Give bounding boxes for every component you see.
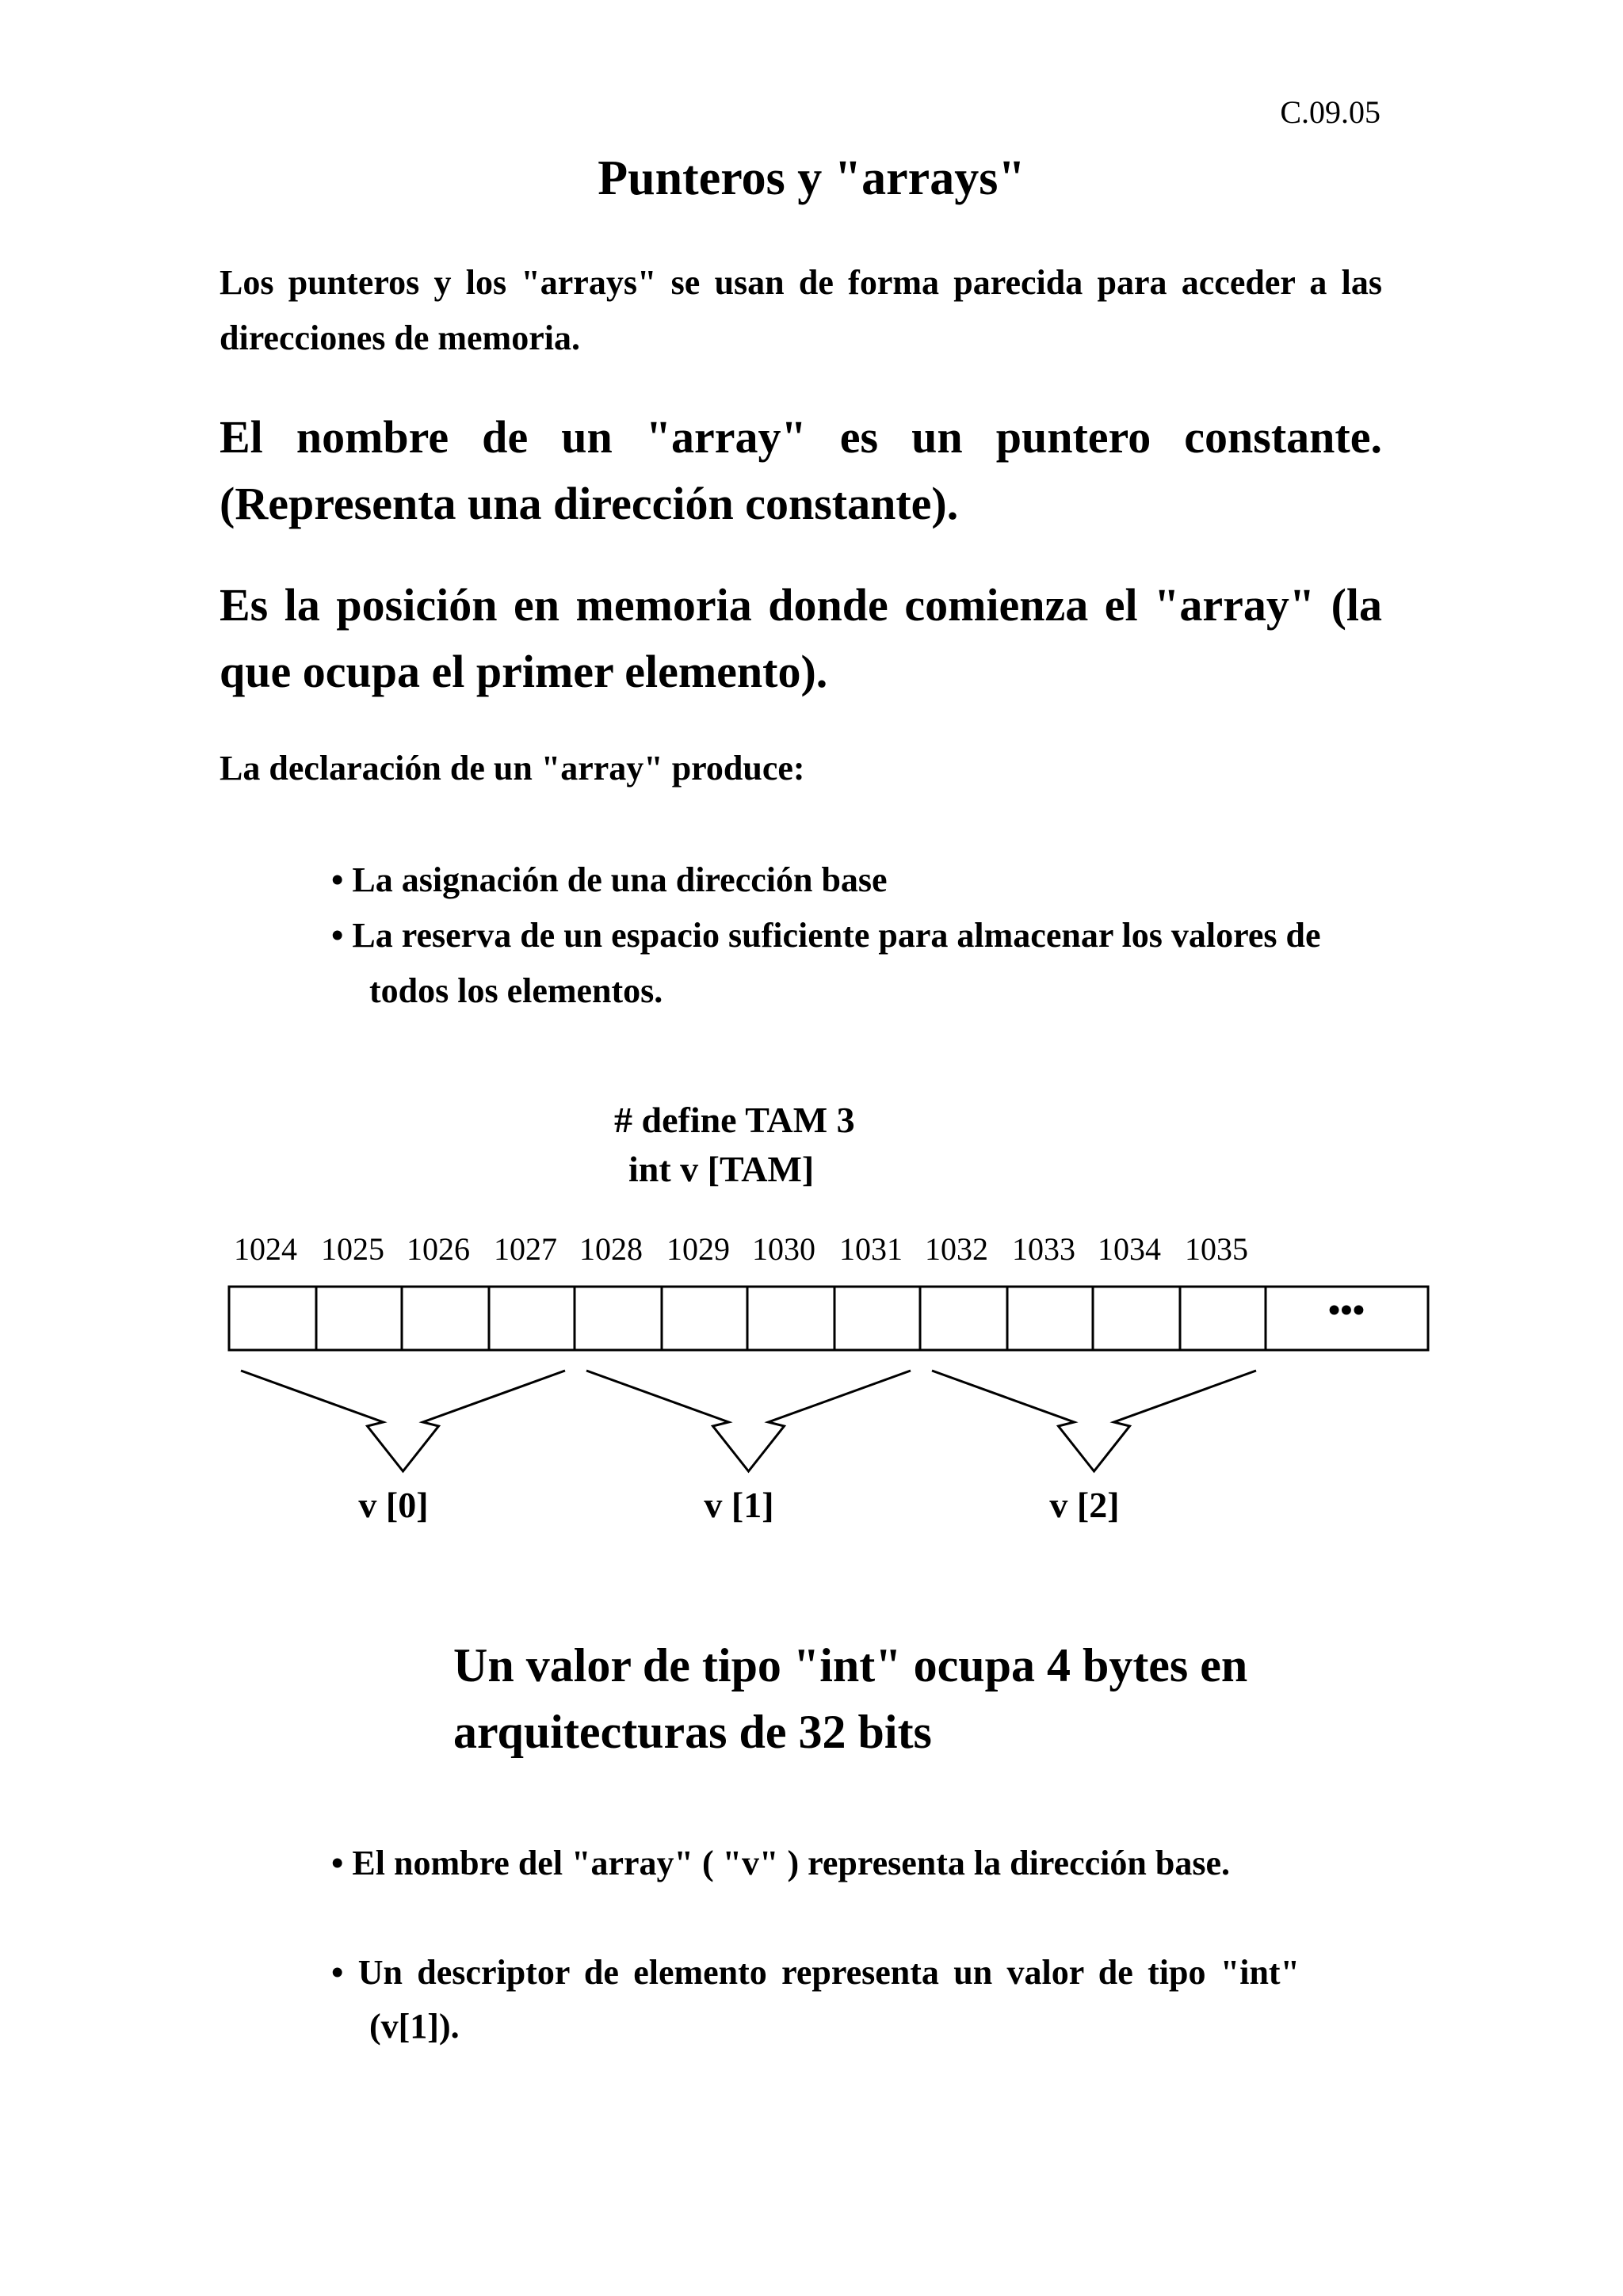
memory-cell	[229, 1287, 316, 1350]
address-label: 1032	[925, 1231, 988, 1267]
address-label: 1025	[321, 1231, 384, 1267]
memory-cell	[1180, 1287, 1266, 1350]
list-item: • La asignación de una dirección base	[331, 860, 888, 899]
address-label: 1030	[752, 1231, 815, 1267]
memory-cell	[489, 1287, 575, 1350]
list-item: • Un descriptor de elemento representa un valor de tipo "int" (v[1]).	[331, 1953, 1300, 2046]
element-brace-arrow	[586, 1371, 911, 1471]
memory-cell	[834, 1287, 920, 1350]
address-label: 1031	[839, 1231, 903, 1267]
address-label: 1029	[666, 1231, 730, 1267]
declaration-effects-list	[331, 852, 1393, 1019]
address-label: 1026	[407, 1231, 470, 1267]
int-size-note: Un valor de tipo "int" ocupa 4 bytes en arquitecturas de 32 bits	[453, 1639, 1248, 1758]
code-snippet	[614, 1096, 855, 1194]
address-label: 1028	[579, 1231, 643, 1267]
code-line-declaration: int v [TAM]	[628, 1149, 815, 1189]
memory-cell	[747, 1287, 834, 1350]
overflow-marker: •••	[1327, 1291, 1365, 1329]
memory-cell	[316, 1287, 402, 1350]
element-label: v [0]	[358, 1485, 429, 1525]
element-brace-arrow	[241, 1371, 565, 1471]
page-code: C.09.05	[1280, 94, 1381, 130]
element-label: v [2]	[1049, 1485, 1120, 1525]
memory-cell	[662, 1287, 747, 1350]
notes-list	[331, 1836, 1300, 2109]
declaration-intro: La declaración de un "array" produce:	[220, 749, 805, 788]
address-label: 1035	[1185, 1231, 1248, 1267]
array-position-statement: Es la posición en memoria donde comienza el "array" (la que ocupa el primer elemento).	[220, 579, 1382, 697]
code-line-define: # define TAM 3	[614, 1100, 855, 1140]
address-label: 1027	[494, 1231, 557, 1267]
memory-cell	[402, 1287, 489, 1350]
memory-cell	[1093, 1287, 1180, 1350]
memory-cell	[920, 1287, 1007, 1350]
element-label: v [1]	[704, 1485, 774, 1525]
memory-diagram	[0, 1212, 1623, 1545]
list-item: • El nombre del "array" ( "v" ) representa la dirección base.	[331, 1844, 1230, 1882]
address-label: 1033	[1012, 1231, 1075, 1267]
memory-cell	[575, 1287, 662, 1350]
address-label: 1034	[1098, 1231, 1161, 1267]
intro-paragraph: Los punteros y los "arrays" se usan de forma parecida para acceder a las direcciones de memoria.	[220, 263, 1382, 357]
page-title: Punteros y "arrays"	[598, 151, 1025, 205]
address-label: 1024	[234, 1231, 297, 1267]
element-brace-arrow	[932, 1371, 1256, 1471]
array-name-statement: El nombre de un "array" es un puntero constante. (Representa una dirección constante).	[220, 411, 1382, 529]
memory-cell	[1007, 1287, 1093, 1350]
list-item: • La reserva de un espacio suficiente para almacenar los valores de todos los elementos.	[331, 916, 1321, 1010]
